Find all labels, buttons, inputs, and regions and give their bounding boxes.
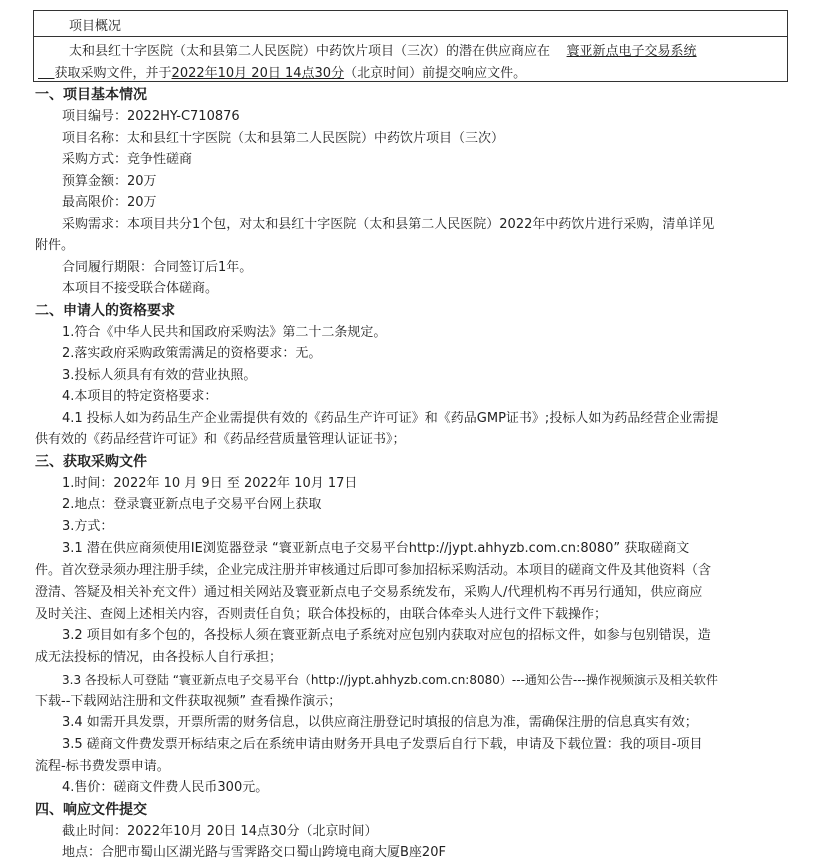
- document-price: 4.售价：磋商文件费人民币300元。: [62, 780, 269, 795]
- way-3-1-line-2: 件。首次登录须办理注册手续，企业完成注册并审核通过后即可参加招标采购活动。本项目的磋商文件及其他资料（含: [35, 563, 712, 578]
- way-3-5-line-2: 流程-标书费发票申请。: [35, 759, 170, 774]
- requirement-line-1: 采购需求：本项目共分1个包，对太和县红十字医院（太和县第二人民医院）2022年中药饮片进行采购，清单详见: [62, 217, 715, 232]
- qualification-4: 4.本项目的特定资格要求：: [62, 389, 218, 404]
- qualification-3: 3.投标人须具有有效的营业执照。: [62, 368, 257, 383]
- qualification-4-1-line-2: 供有效的《药品经营许可证》和《药品经营质量管理认证证书》；: [35, 432, 406, 447]
- max-price: 最高限价：20万: [62, 195, 157, 210]
- no-consortium: 本项目不接受联合体磋商。: [62, 281, 219, 296]
- requirement-line-2: 附件。: [35, 238, 75, 253]
- section-1-title: 一、项目基本情况: [35, 87, 147, 103]
- overview-title: 项目概况: [69, 19, 122, 34]
- response-deadline: 截止时间：2022年10月 20日 14点30分（北京时间）: [62, 824, 378, 839]
- way-3-2-line-2: 成无法投标的情况，由各投标人自行承担；: [35, 650, 283, 665]
- way-3-1-line-4: 及时关注、查阅上述相关内容，否则责任自负；联合体投标的，由联合体牵头人进行文件下载操作；: [35, 607, 608, 622]
- project-name: 项目名称：太和县红十字医院（太和县第二人民医院）中药饮片项目（三次）: [62, 131, 505, 146]
- overview-line-1: 太和县红十字医院（太和县第二人民医院）中药饮片项目（三次）的潜在供应商应在 寰亚新点电子交易系统: [69, 44, 697, 59]
- overview-line-2: 获取采购文件，并于2022年10月 20日 14点30分（北京时间）前提交响应文件。: [54, 66, 527, 81]
- qualification-4-1-line-1: 4.1 投标人如为药品生产企业需提供有效的《药品生产许可证》和《药品GMP证书》;投标人如为药品经营企业需提: [62, 411, 719, 426]
- budget-amount: 预算金额：20万: [62, 174, 157, 189]
- section-3-title: 三、获取采购文件: [35, 454, 147, 470]
- submission-deadline: 2022年10月 20日 14点30分: [171, 66, 345, 81]
- way-3-4: 3.4 如需开具发票，开票所需的财务信息，以供应商注册登记时填报的信息为准，需确保注册的信息真实有效；: [62, 715, 698, 730]
- section-2-title: 二、申请人的资格要求: [35, 303, 175, 319]
- way-3-3-line-1: 3.3 各投标人可登陆 “寰亚新点电子交易平台（http://jypt.ahhyzb.com.cn:8080）---通知公告---操作视频演示及相关软件: [62, 673, 718, 687]
- way-3-5-line-1: 3.5 磋商文件费发票开标结束之后在系统申请由财务开具电子发票后自行下载，申请及下载位置：我的项目-项目: [62, 737, 703, 752]
- response-place: 地点：合肥市蜀山区湖光路与雪霁路交口蜀山跨境电商大厦B座20F: [62, 845, 446, 860]
- platform-name: 寰亚新点电子交易系统: [566, 44, 697, 59]
- way-3-1-line-1: 3.1 潜在供应商须使用IE浏览器登录 “寰亚新点电子交易平台http://jypt.ahhyzb.com.cn:8080” 获取磋商文: [62, 541, 690, 556]
- way-3-3-line-2: 下载--下载网站注册和文件获取视频” 查看操作演示；: [35, 694, 342, 709]
- obtain-place: 2.地点：登录寰亚新点电子交易平台网上获取: [62, 497, 322, 512]
- obtain-time: 1.时间：2022年 10 月 9日 至 2022年 10月 17日: [62, 476, 358, 491]
- overview-header-box: [33, 10, 788, 36]
- qualification-2: 2.落实政府采购政策需满足的资格要求：无。: [62, 346, 322, 361]
- overview-box: [33, 36, 788, 82]
- way-3-1-line-3: 澄清、答疑及相关补充文件）通过相关网站及寰亚新点电子交易系统发布，采购人/代理机构不再另行通知，供应商应: [35, 585, 703, 600]
- section-4-title: 四、响应文件提交: [35, 802, 147, 818]
- obtain-way: 3.方式：: [62, 519, 114, 534]
- way-3-2-line-1: 3.2 项目如有多个包的，各投标人须在寰亚新点电子系统对应包别内获取对应包的招标文件，如参与包别错误，造: [62, 628, 711, 643]
- qualification-1: 1.符合《中华人民共和国政府采购法》第二十二条规定。: [62, 325, 387, 340]
- project-code: 项目编号：2022HY-C710876: [62, 109, 240, 124]
- contract-period: 合同履行期限：合同签订后1年。: [62, 260, 253, 275]
- procurement-method: 采购方式：竞争性磋商: [62, 152, 193, 167]
